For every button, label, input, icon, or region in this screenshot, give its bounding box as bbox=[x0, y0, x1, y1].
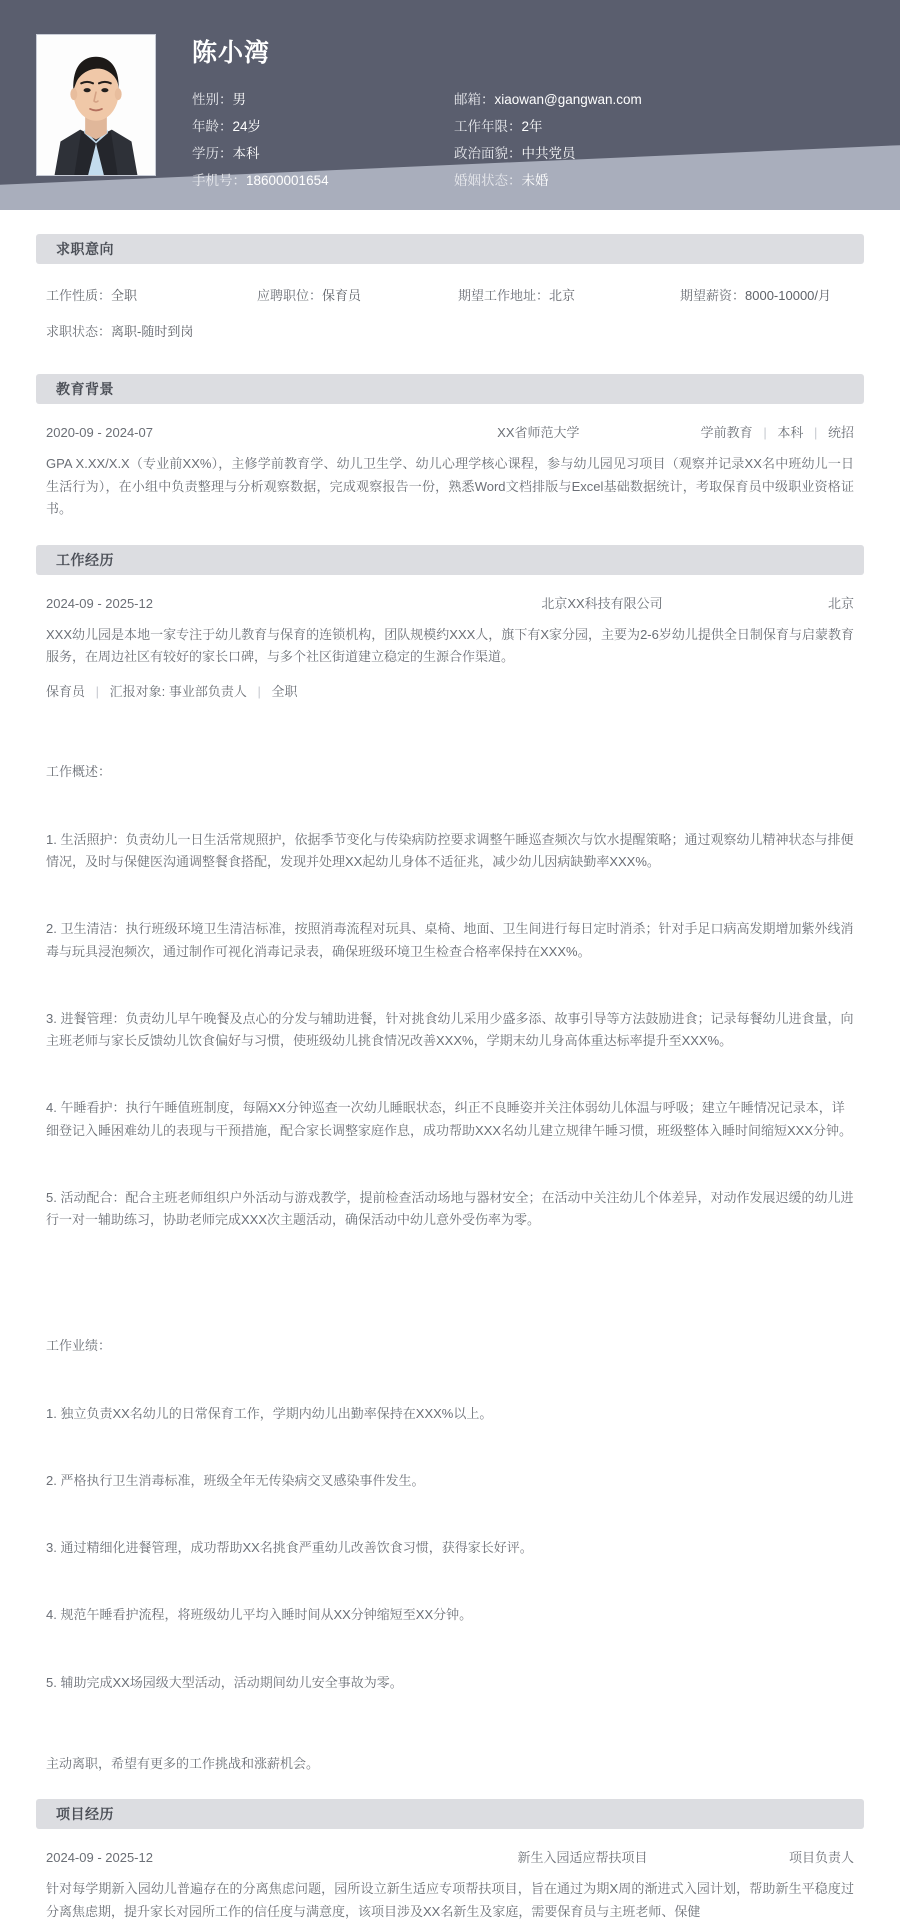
section-header-project bbox=[36, 1799, 864, 1829]
info-age: 年龄：24岁 bbox=[192, 119, 262, 134]
project-role: 项目负责人 bbox=[788, 1850, 854, 1866]
section-title-project: 项目经历 bbox=[56, 1806, 114, 1823]
work-overview bbox=[46, 717, 854, 1277]
tag-separator: | bbox=[257, 683, 261, 699]
work-overview-title: 工作概述： bbox=[46, 764, 112, 780]
info-experience-years: 工作年限：2年 bbox=[454, 119, 543, 134]
person-name: 陈小湾 bbox=[192, 39, 271, 67]
work-achievement-item: 3. 通过精细化进餐管理，成功帮助XX名挑食严重幼儿改善饮食习惯，获得家长好评。 bbox=[46, 1540, 533, 1556]
info-phone: 手机号：18600001654 bbox=[192, 173, 329, 188]
section-body-education bbox=[36, 404, 864, 521]
header-text-block bbox=[192, 34, 642, 194]
work-company: 北京XX科技有限公司 bbox=[541, 595, 663, 611]
work-tag-employment-type: 全职 bbox=[271, 683, 298, 699]
work-overview-item: 4. 午睡看护：执行午睡值班制度，每隔XX分钟巡查一次幼儿睡眠状态，纠正不良睡姿并关注体弱幼儿体温与呼吸；建立午睡情况记录本，详细登记入睡困难幼儿的表现与干预措施，配合家长调整家庭作息，成功帮助XXX名幼儿建立规律午睡习惯，班级整体入睡时间缩短XXX分钟。 bbox=[46, 1100, 853, 1138]
project-description: 针对每学期新入园幼儿普遍存在的分离焦虑问题，园所设立新生适应专项帮扶项目，旨在通过为期X周的渐进式入园计划，帮助新生平稳度过分离焦虑期，提升家长对园所工作的信任度与满意度，该项目涉及XX名新生及家庭，需要保育员与主班老师、保健 bbox=[46, 1881, 854, 1919]
info-marital-status: 婚姻状态：未婚 bbox=[454, 173, 549, 188]
section-header-work bbox=[36, 545, 864, 575]
info-education-level: 学历：本科 bbox=[192, 146, 260, 161]
work-leave-reason: 主动离职，希望有更多的工作挑战和涨薪机会。 bbox=[46, 1755, 320, 1771]
section-body-work bbox=[36, 575, 864, 1776]
tag-separator: | bbox=[763, 425, 767, 440]
tag-separator: | bbox=[813, 425, 818, 440]
work-location: 北京 bbox=[827, 595, 854, 611]
work-achievements bbox=[46, 1291, 854, 1739]
work-date: 2024-09 - 2025-12 bbox=[46, 595, 153, 611]
info-political-status: 政治面貌：中共党员 bbox=[454, 146, 576, 161]
info-gender: 性别：男 bbox=[192, 92, 246, 107]
work-overview-item: 1. 生活照护：负责幼儿一日生活常规照护，依据季节变化与传染病防控要求调整午睡巡查频次与饮水提醒策略；通过观察幼儿精神状态与排便情况，及时与保健医沟通调整餐食搭配，发现并处理XX起幼儿身体不适征兆，减少幼儿因病缺勤率XXX%。 bbox=[46, 831, 854, 869]
work-achievement-item: 2. 严格执行卫生消毒标准，班级全年无传染病交叉感染事件发生。 bbox=[46, 1472, 425, 1488]
field-target-position: 应聘职位：保育员 bbox=[257, 288, 362, 303]
avatar-photo bbox=[36, 34, 156, 176]
section-body-project bbox=[36, 1829, 864, 1923]
work-overview-item: 5. 活动配合：配合主班老师组织户外活动与游戏教学，提前检查活动场地与器材安全；在活动中关注幼儿个体差异，对动作发展迟缓的幼儿进行一对一辅助练习，协助老师完成XXX次主题活动，确保活动中幼儿意外受伤率为零。 bbox=[46, 1190, 854, 1228]
work-entry bbox=[46, 575, 854, 1776]
education-tag-admission: 统招 bbox=[827, 425, 854, 440]
work-overview-item: 3. 进餐管理：负责幼儿早午晚餐及点心的分发与辅助进餐，针对挑食幼儿采用少盛多添、故事引导等方法鼓励进食；记录每餐幼儿进食量，向主班老师与家长反馈幼儿饮食偏好与习惯，使班级幼儿挑食情况改善XXX%，学期末幼儿身高体重达标率提升至XXX%。 bbox=[46, 1010, 854, 1049]
work-company-description: XXX幼儿园是本地一家专注于幼儿教育与保育的连锁机构，团队规模约XXX人，旗下有X家分园，主要为2-6岁幼儿提供全日制保育与启蒙教育服务，在周边社区有较好的家长口碑，与多个社区街道建立稳定的生源合作渠道。 bbox=[46, 626, 854, 664]
work-achievement-title: 工作业绩： bbox=[46, 1338, 112, 1354]
education-school: XX省师范大学 bbox=[497, 425, 580, 440]
info-email: 邮箱：xiaowan@gangwan.com bbox=[454, 92, 642, 107]
section-title-education: 教育背景 bbox=[56, 381, 114, 397]
tag-separator: | bbox=[95, 683, 100, 699]
work-achievement-item: 4. 规范午睡看护流程，将班级幼儿平均入睡时间从XX分钟缩短至XX分钟。 bbox=[46, 1607, 473, 1623]
education-tag-major: 学前教育 bbox=[700, 425, 753, 440]
field-target-location: 期望工作地址：北京 bbox=[458, 288, 576, 303]
work-achievement-item: 5. 辅助完成XX场园级大型活动，活动期间幼儿安全事故为零。 bbox=[46, 1674, 403, 1690]
resume-body bbox=[0, 234, 900, 1923]
section-title-job-intention: 求职意向 bbox=[56, 241, 114, 257]
education-date: 2020-09 - 2024-07 bbox=[46, 425, 153, 440]
work-tag-report-to: 汇报对象: 事业部负责人 bbox=[109, 683, 247, 699]
field-job-type: 工作性质：全职 bbox=[46, 288, 138, 303]
field-job-search-status: 求职状态：离职-随时到岗 bbox=[46, 324, 194, 339]
education-description: GPA X.XX/X.X（专业前XX%），主修学前教育学、幼儿卫生学、幼儿心理学核心课程，参与幼儿园见习项目（观察并记录XX名中班幼儿一日生活行为），在小组中负责整理与分析观察数据，完成观察报告一份，熟悉Word文档排版与Excel基础数据统计，考取保育员中级职业资格证书。 bbox=[46, 456, 854, 516]
section-title-work: 工作经历 bbox=[56, 551, 114, 568]
work-overview-item: 2. 卫生清洁：执行班级环境卫生清洁标准，按照消毒流程对玩具、桌椅、地面、卫生间进行每日定时消杀；针对手足口病高发期增加紫外线消毒与玩具浸泡频次，通过制作可视化消毒记录表，确保班级环境卫生检查合格率保持在XXX%。 bbox=[46, 921, 854, 959]
job-intention-row-1 bbox=[46, 278, 854, 314]
work-tag-position: 保育员 bbox=[46, 683, 86, 699]
resume-header bbox=[0, 0, 900, 210]
education-entry bbox=[46, 404, 854, 521]
field-expected-salary: 期望薪资：8000-10000/月 bbox=[680, 288, 832, 303]
project-name: 新生入园适应帮扶项目 bbox=[517, 1850, 648, 1866]
personal-info-grid bbox=[192, 86, 642, 194]
work-meta-tags bbox=[46, 681, 854, 703]
section-header-job-intention bbox=[36, 234, 864, 264]
section-body-job-intention bbox=[36, 264, 864, 350]
work-achievement-item: 1. 独立负责XX名幼儿的日常保育工作，学期内幼儿出勤率保持在XXX%以上。 bbox=[46, 1405, 493, 1421]
education-tags bbox=[701, 422, 854, 444]
education-tag-degree: 本科 bbox=[777, 425, 804, 440]
section-header-education bbox=[36, 374, 864, 404]
project-entry bbox=[46, 1829, 854, 1923]
portrait-illustration bbox=[37, 35, 155, 175]
project-date: 2024-09 - 2025-12 bbox=[46, 1850, 153, 1866]
job-intention-row-2 bbox=[46, 314, 854, 350]
